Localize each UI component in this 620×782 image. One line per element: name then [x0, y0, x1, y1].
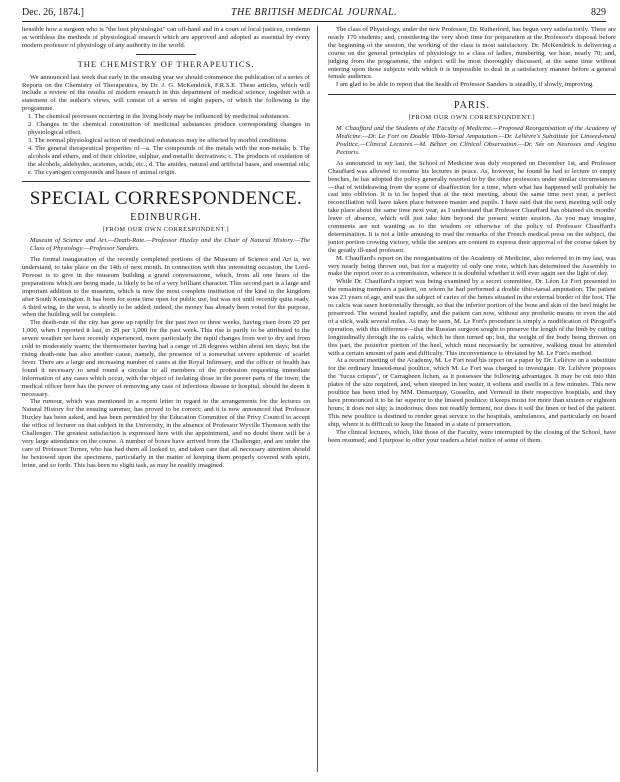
- column-divider: [317, 26, 318, 772]
- list-item: 4. The general therapeutical properties of—a. The compounds of the metals with the non-metals; b. The alcohols and ethers, and of their chlorine, sulphur, and metallic derivatives; c. The products of oxidation of the alcohols, aldehydes, acetones, acids, etc.; d. The amides, natural and artificial bases, and essential oils; e. The cyanogen compounds and bases of animal origin.: [28, 144, 310, 176]
- edinburgh-paragraph: The formal inauguration of the recently completed portions of the Museum of Science and Art is, we understand, to take place on the 14th of next month. In connection with this interesting occasion, the Lord-Provost is to give in the museum building a grand conversazione, which, from all one hears of the preparations which are being made, is likely to be of a very brilliant character. This second part is a large and important addition to the museum, which is now the most complete institution of the kind in the kingdom after South Kensington. It has been for some time open for public use, but was not until recently quite ready. A third wing, to the west, is shortly to be added; indeed, the money has already been voted for the purpose, when the building will be complete.: [22, 256, 310, 319]
- edinburgh-abstract: Museum of Science and Art.—Death-Rate.—Professor Huxley and the Chair of Natural History.—The Class of Physiology.—Professor Sanders.: [30, 237, 310, 253]
- issue-date: Dec. 26, 1874.]: [22, 7, 84, 18]
- section-rule: [328, 94, 616, 95]
- paris-paragraph: The clinical lectures, which, like those of the Faculty, were interrupted by the closing of the School, have been resumed; and I purpose to offer your readers a brief notice of some of them.: [328, 428, 616, 444]
- list-item: 2. Changes in the chemical constitution of medicinal substances produce corresponding changes in physiological effect.: [28, 121, 310, 136]
- right-column: [328, 26, 616, 444]
- paris-paragraph: As announced in my last, the School of Medicine was duly reopened on December 1st, and Professor Chauffard was allowed to resume his lectures in peace. As, however, he found he had to lecture to empty benches, he has adopted the policy generally resorted to by the other professors under similar circumstances—that of withdrawing from the scene of disaffection for a time, when what has happened will probably be cast into oblivion. It is to be hoped that at the next meeting, about the same time next year, a perfect reconciliation will have taken place between master and pupils. I have said that the next meeting will only take place about the same time next year, as I understand that Professor Chauffard has obtained six months' leave of absence, which will just take him beyond the present winter session. As you may imagine, comments are not wanting as to the wisdom or otherwise of the policy of Professor Chauffard's determination. It is not a little amusing to read the remarks of the French medical press on the subject, the junior portion crowing victory, while the seniors are content to express their approval of the course taken by the greatly ill-used professor.: [328, 159, 616, 254]
- list-item: 1. The chemical processes occurring in the living body may be influenced by medicinal substances.: [28, 113, 291, 121]
- intro-paragraph: hensible how a surgeon who is "the best physiologist" can off-hand and in a court of local justices, condemn as worthless the methods of physiological research which are approved and adopted as essential by every modern professor of physiology of any authority in the world.: [22, 26, 310, 49]
- page-number: 829: [591, 7, 606, 18]
- paris-heading: PARIS.: [454, 100, 490, 112]
- list-item: 3. The normal physiological action of medicinal substances may be affected by morbid conditions.: [28, 136, 288, 144]
- paris-paragraph: M. Chauffard's report on the reorganisation of the Academy of Medicine, also referred to in my last, was very nearly being thrown out, but for a majority of only one vote, which has determined the Assembly to make the report over to a commission, whence it is doubtful whether it will ever again see the light of day.: [328, 254, 616, 278]
- edinburgh-correspondent: [FROM OUR OWN CORRESPONDENT.]: [102, 226, 230, 234]
- edinburgh-paragraph: The death-rate of the city has gone up rapidly for the past two or three weeks, having risen from 20 per 1,000, when I reported it last, to 29 per 1,000 for the past week. This rise is partly to be attributed to the severe weather we have recently experienced, more particularly the rapid changes from wet to dry and from cold to moderately warm; the thermometer having had a range of 28 degrees within about ten days; but the rising death-rate has also another cause, namely, the presence of a somewhat severe epidemic of scarlet fever. There are a large and increasing number of cases at the Royal Infirmary, and the officer of health has found it necessary to send round a circular to all members of the profession requesting immediate information of any cases which occur, with the object of isolating those in the poorer parts of the town; the medical officer here has the power of removing any case of infectious disease to hospital, should he deem it necessary.: [22, 319, 310, 398]
- left-column: [22, 26, 310, 470]
- edinburgh-cont-paragraph: I am glad to be able to report that the health of Professor Sanders is steadily, if slowly, improving.: [336, 81, 594, 89]
- header-rule: [22, 21, 606, 22]
- programme-list: [22, 113, 310, 176]
- edinburgh-heading: EDINBURGH.: [130, 212, 202, 224]
- chemistry-section-title: THE CHEMISTRY OF THERAPEUTICS.: [77, 58, 255, 69]
- edinburgh-cont-paragraph: The class of Physiology, under the new Professor, Dr. Rutherford, has begun very satisfactorily. There are nearly 170 students; and, considering the very short time for preparation at the Professor's disposal before the beginning of the session, the working of the class is most satisfactory. Dr. McKendrick is delivering a course on the general principles of physiology to a class of ladies, numbering, we hear, nearly 70; and, judging from the programme, the subject will be most thoroughly discussed, at the same time without entering upon those subjects with which it is impossible to deal in a satisfactory manner before a general female audience.: [328, 26, 616, 81]
- section-rule: [22, 181, 310, 182]
- running-header: [22, 7, 606, 21]
- edinburgh-paragraph: The rumour, which was mentioned in a recent letter in regard to the arrangements for the lectures on Natural History for the ensuing summer, has proved to be correct; and it is now announced that Professor Huxley has been asked, and has been permitted by the Education Committee of the Privy Council to accept the office of lecturer on that subject in the University, in the absence of Professor Wyville Thomson with the Challenger. The greatest satisfaction is expressed here with the appointment, and no doubt there will be a very large attendance on the course. A number of boxes have arrived from the Challenger, and are under the care of Professor Turner, who has had them all looked to, and taken care that all necessary attention should be bestowed upon the specimens, particularly in the matter of keeping them properly covered with spirit, brine, and so forth. This has been no slight task, as may be readily imagined.: [22, 398, 310, 469]
- paris-paragraph: While Dr. Chauffard's report was being examined by a secret committee, Dr. Léon Le Fort presented to the remaining members a patient, on whom he had performed a double tibio-tarsal amputation. The patient was 23 years of age, and was the subject of caries of the bones situated in the external border of the foot. The os calcis was sawn horizontally through, so that the inferior portion of the bone and skin of the heel might be preserved. The wound healed rapidly, and the patient can now, without any prothetic means or even the aid of a stick, walk several miles. As may be seen, M. Le Fort's procedure is simply a modification of Pirogoff's operation, with this difference—that the Russian surgeon sought to preserve the length of the limb by cutting longitudinally through the os calcis, which he then turned up; but, the weight of the body being thrown on this part, the posterior portion of the heel, which must necessarily be sensitive, walking must be attended with a certain amount of pain and difficulty. This inconvenience is obviated by M. Le Fort's method.: [328, 278, 616, 357]
- chemistry-paragraph: We announced last week that early in the ensuing year we should commence the publication of a series of Reports on the Chemistry of Therapeutics, by Dr. J. G. McKendrick, F.R.S.E. These articles, which will include a review of the results of modern research in this department of medical science, together with a statement of the author's views, will consist of a series of eight papers, of which the following is the programme.: [22, 73, 310, 113]
- journal-title: THE BRITISH MEDICAL JOURNAL.: [230, 7, 398, 18]
- section-rule: [136, 54, 196, 55]
- paris-paragraph: At a recent meeting of the Academy, M. Le Fort read his report on a paper by Dr. Lelièvre on a substitute for the ordinary linseed-meal poultice, which M. Le Fort was charged to investigate. Dr. Lelièvre proposes the "fucus crispus", or Carragheen lichen, as it possesses the following advantages. It may be cut into thin plates of the size required, and, when steeped in hot water, it softens and swells in a few minutes. This new poultice has been tried by MM. Demarquay, Gosselin, and Verneuil in their respective hospitals, and they have pronounced it to be far superior to the linseed poultice; it keeps moist for more than sixteen or eighteen hours; it does not slip; is inodorous; does not readily ferment, nor does it soil the linen or bed of the patient. This new poultice is destined to render great service to the hospitals, ambulances, and particularly on board ship, where it is difficult to keep the linseed in a state of preservation.: [328, 357, 616, 428]
- special-correspondence-title: SPECIAL CORRESPONDENCE.: [29, 188, 303, 210]
- paris-correspondent: [FROM OUR OWN CORRESPONDENT.]: [408, 114, 536, 122]
- paris-abstract: M. Chauffard and the Students of the Faculty of Medicine.—Proposed Reorganisation of the Academy of Medicine.—Dr. Le Fort on Double Tibio-Tarsal Amputation.—Dr. Lelièvre's Substitute for Linseed-meal Poultice.—Clinical Lectures.—M. Béhier on Clinical Observation.—Dr. Sée on Neuroses and Angina Pectoris.: [336, 125, 616, 156]
